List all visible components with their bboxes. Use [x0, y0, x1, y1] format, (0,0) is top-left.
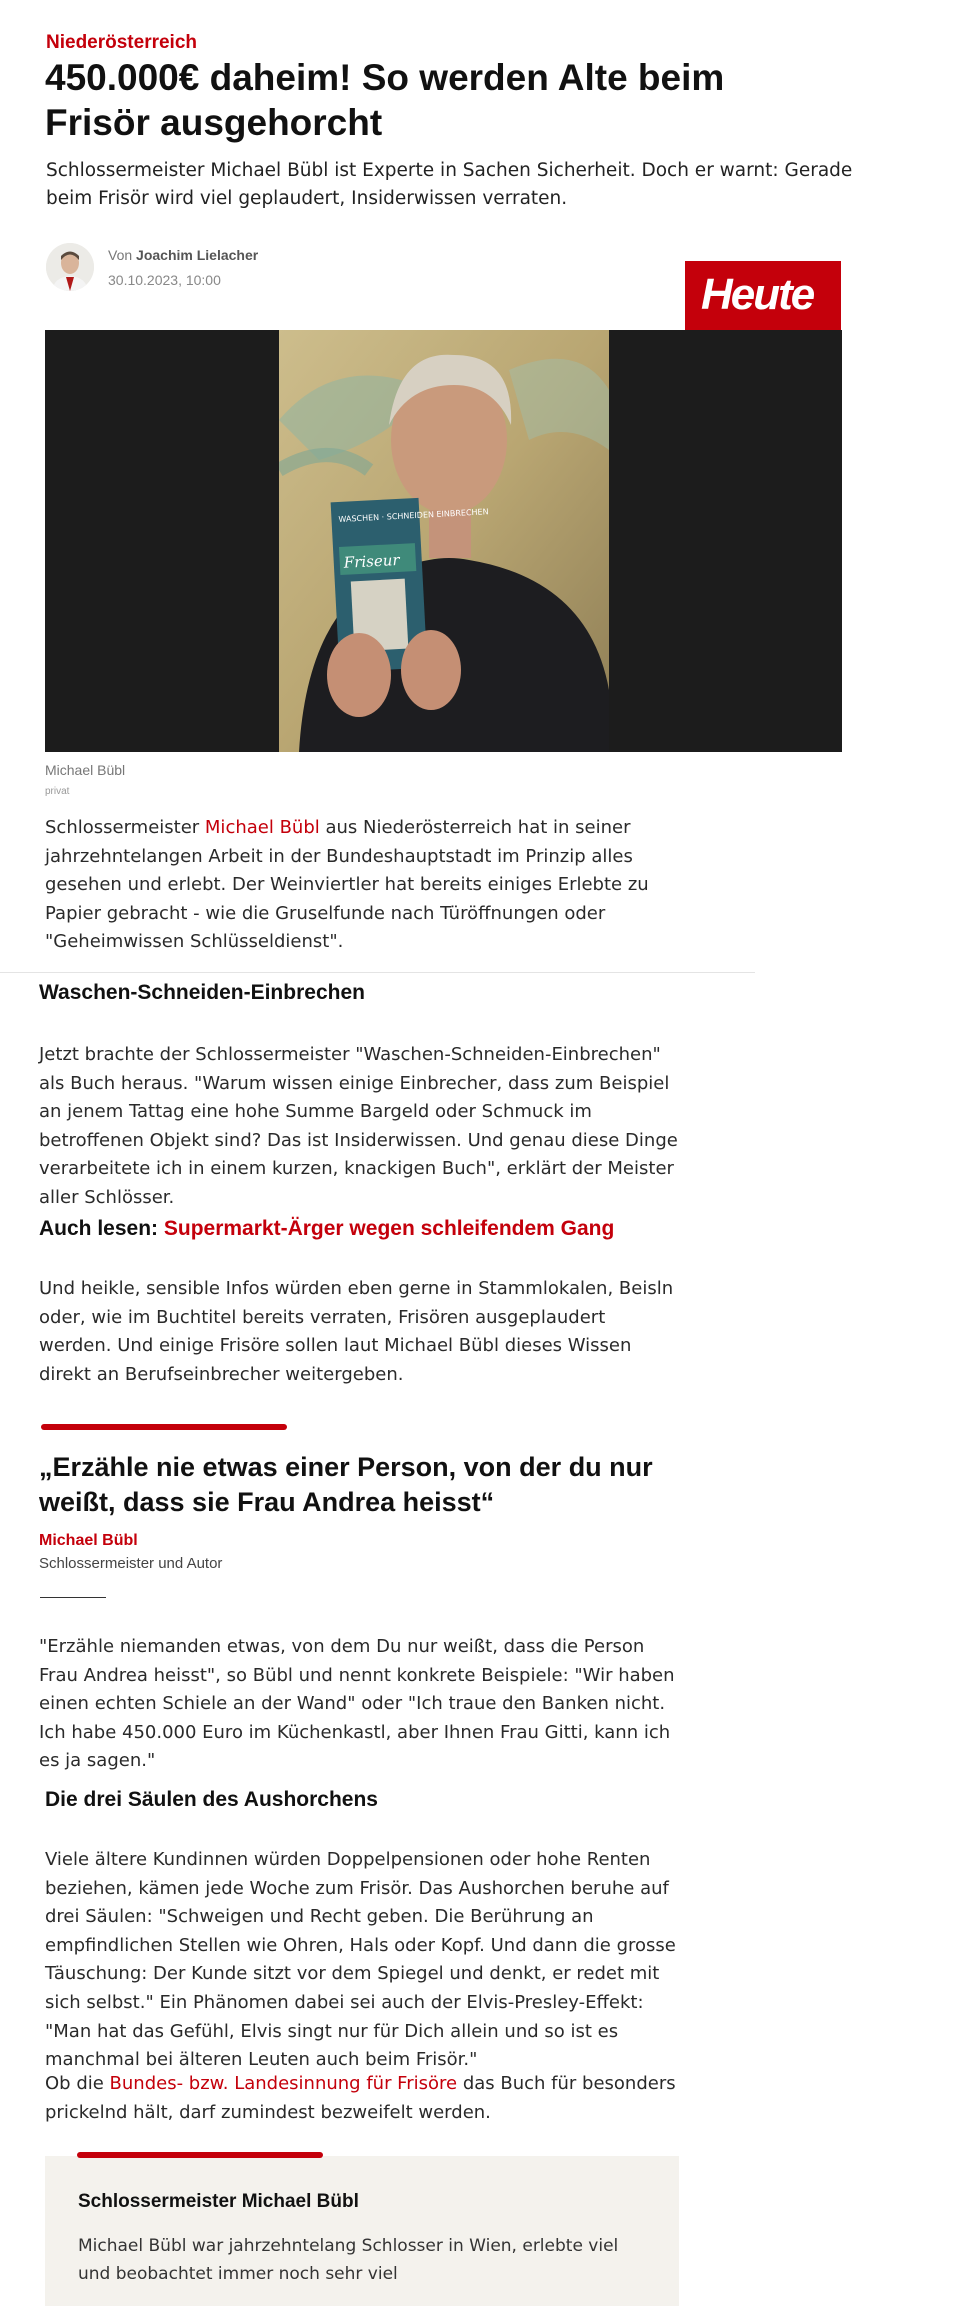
- article-headline: 450.000€ daheim! So werden Alte beim Frisör ausgehorcht: [45, 57, 725, 143]
- link-michael-buebl[interactable]: Michael Bübl: [204, 817, 320, 838]
- author-byline: [108, 247, 258, 263]
- also-read-link[interactable]: Supermarkt-Ärger wegen schleifendem Gang: [163, 1217, 615, 1240]
- paragraph-innung-end: das Buch für besonders prickelnd hält, darf zumindest bezweifelt werden.: [45, 2073, 676, 2123]
- paragraph-book: Jetzt brachte der Schlossermeister "Waschen-Schneiden-Einbrechen" als Buch heraus. "Warum wissen einige Einbrecher, dass zum Beispiel an jenem Tattag eine hohe Summe Bargeld oder Schmuck im betroffenen Objekt sind? Das ist Insiderwissen. Und genau diese Dinge verarbeitete ich in einem kurzen, knackigen Buch", erklärt der Meister aller Schlösser.: [39, 1044, 678, 1208]
- paragraph-intro-end: aus Niederösterreich hat in seiner jahrzehntelangen Arbeit in der Bundeshauptstadt im Prinzip alles gesehen und erlebt. Der Weinviertler hat bereits einiges Erlebte zu Papier gebracht - wie die Gruselfunde nach Türöffnungen oder "Geheimwissen Schlüsseldienst".: [45, 817, 649, 953]
- quote-divider: [40, 1597, 106, 1598]
- publish-date: 30.10.2023, 10:00: [108, 272, 221, 288]
- quote-author-role: Schlossermeister und Autor: [39, 1555, 223, 1572]
- paragraph-infos: Und heikle, sensible Infos würden eben gerne in Stammlokalen, Beisln oder, wie im Buchtitel bereits verraten, Frisören ausgeplaudert werden. Und einige Frisöre sollen laut Michael Bübl dieses Wissen direkt an Berufseinbrecher weitergeben.: [39, 1278, 674, 1385]
- author-avatar[interactable]: [46, 243, 94, 291]
- section-divider: [0, 972, 755, 973]
- author-prefix: Von: [108, 247, 133, 263]
- subheading-waschen: Waschen-Schneiden-Einbrechen: [39, 981, 365, 1004]
- image-caption: Michael Bübl: [45, 762, 126, 778]
- book-title-text: WASCHEN · SCHNEIDEN EINBRECHEN: [338, 507, 489, 525]
- subheading-saeulen: Die drei Säulen des Aushorchens: [45, 1788, 378, 1811]
- article-kicker[interactable]: Niederösterreich: [46, 32, 198, 53]
- book-subtitle-text: Friseur: [343, 550, 400, 572]
- author-name[interactable]: Joachim Lielacher: [136, 247, 259, 263]
- info-box-title: Schlossermeister Michael Bübl: [78, 2191, 359, 2212]
- heute-logo[interactable]: [685, 261, 841, 332]
- author-portrait-icon: [46, 243, 94, 291]
- pull-quote: „Erzähle nie etwas einer Person, von der du nur weißt, dass sie Frau Andrea heisst“: [39, 1452, 653, 1517]
- quote-accent-bar: [41, 1424, 287, 1430]
- paragraph-saeulen: Viele ältere Kundinnen würden Doppelpensionen oder hohe Renten beziehen, kämen jede Woche zum Frisör. Das Aushorchen beruhe auf drei Säulen: "Schweigen und Recht geben. Die Berührung an empfindlichen Stellen wie Ohren, Hals oder Kopf. Und dann die grosse Täuschung: Der Kunde sitzt vor dem Spiegel und denkt, er redet mit sich selbst." Ein Phänomen dabei sei auch der Elvis-Presley-Effekt: "Man hat das Gefühl, Elvis singt nur für Dich allein und so ist es manchmal bei älteren Leuten auch beim Frisör.": [45, 1849, 676, 2071]
- paragraph-innung-start: Ob die: [45, 2073, 110, 2094]
- info-box-accent-bar: [77, 2152, 323, 2158]
- info-box: [45, 2156, 679, 2306]
- info-box-text: Michael Bübl war jahrzehntelang Schlosser in Wien, erlebte viel und beobachtet immer noch sehr viel: [78, 2236, 619, 2284]
- also-read: [39, 1217, 614, 1241]
- paragraph-innung: [45, 2070, 685, 2127]
- also-read-label: Auch lesen:: [39, 1217, 164, 1240]
- paragraph-intro-start: Schlossermeister: [45, 817, 205, 838]
- paragraph-intro: [45, 814, 675, 957]
- quote-author: Michael Bübl: [39, 1532, 138, 1549]
- article-image[interactable]: [45, 330, 842, 752]
- logo-text: Heute: [701, 270, 814, 319]
- paragraph-examples: "Erzähle niemanden etwas, von dem Du nur weißt, dass die Person Frau Andrea heisst", so Bübl und nennt konkrete Beispiele: "Wir haben einen echten Schiele an der Wand" oder "Ich traue den Banken nicht. Ich habe 450.000 Euro im Küchenkastl, aber Ihnen Frau Gitti, kann ich es ja sagen.": [39, 1636, 675, 1772]
- link-innung[interactable]: Bundes- bzw. Landesinnung für Frisöre: [109, 2073, 458, 2094]
- article-lead: Schlossermeister Michael Bübl ist Experte in Sachen Sicherheit. Doch er warnt: Gerade beim Frisör wird viel geplaudert, Insiderwissen verraten.: [46, 160, 853, 209]
- image-credit: privat: [45, 786, 70, 797]
- portrait-photo: [279, 330, 609, 752]
